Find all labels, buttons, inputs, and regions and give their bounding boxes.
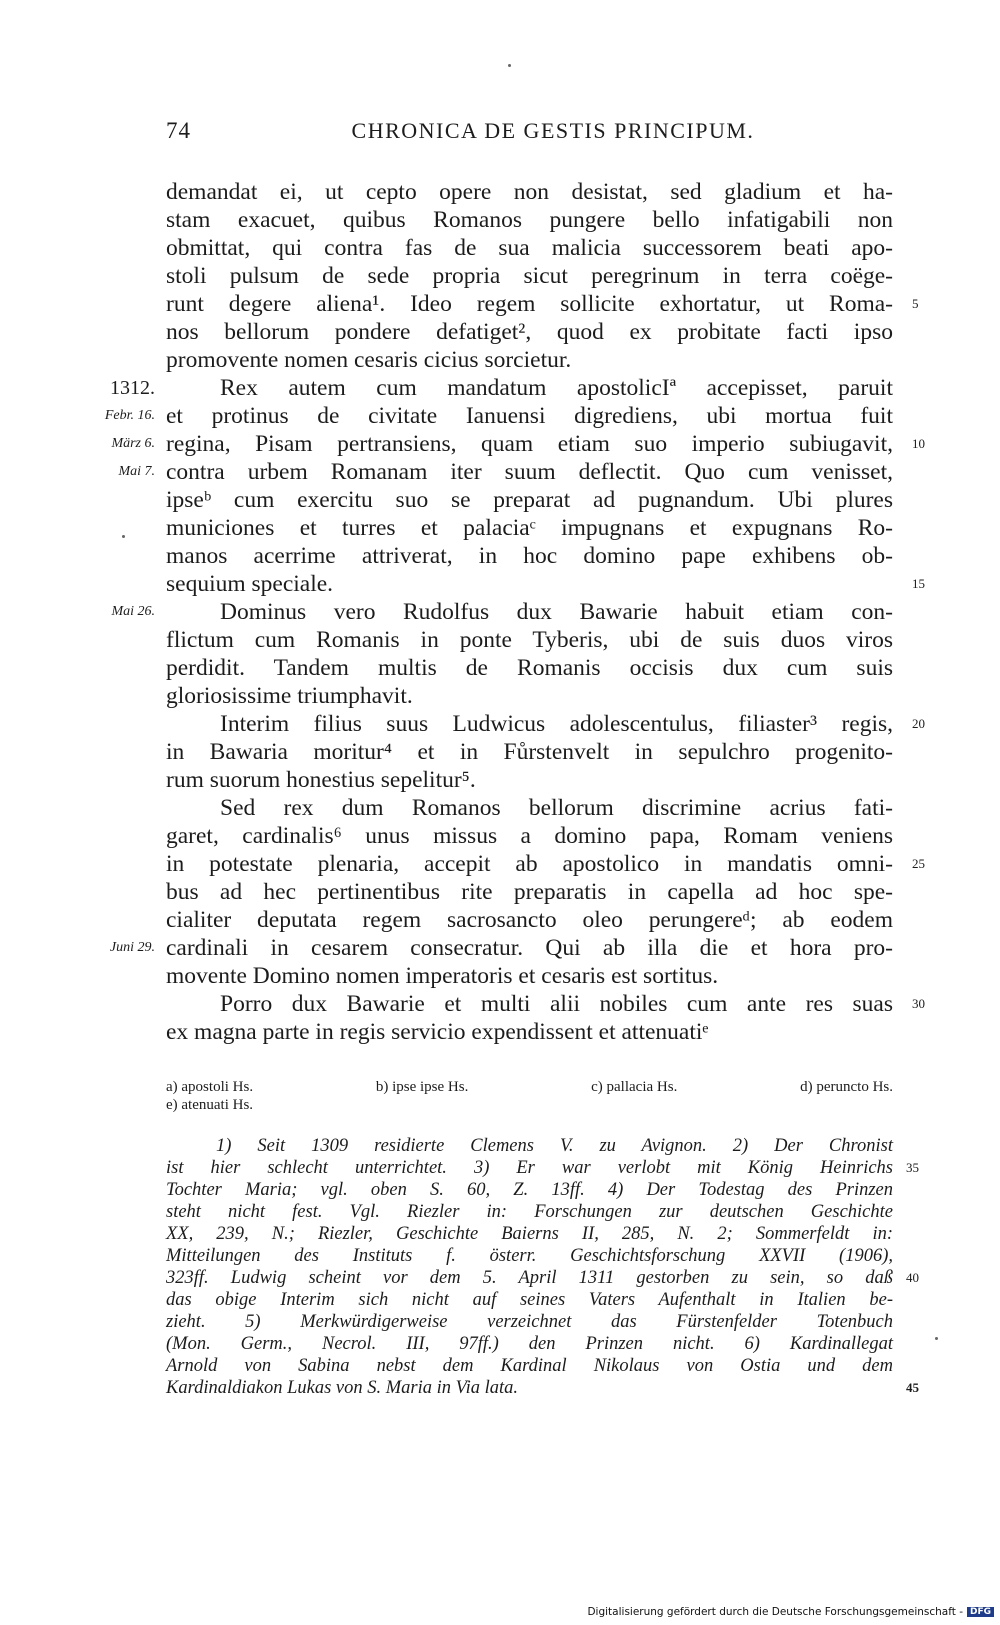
line-text: stam exacuet, quibus Romanos pungere bello infatigabili non: [166, 207, 893, 233]
line-text: et protinus de civitate Ianuensi digrediens, ubi mortua fuit: [166, 403, 893, 429]
margin-date: Mai 7.: [118, 464, 155, 479]
footnote-line: [0, 1267, 1000, 1289]
page-header: [166, 118, 900, 152]
text-line: [0, 486, 1000, 514]
scan-speck: [122, 535, 125, 538]
footnote-line: [0, 1311, 1000, 1333]
line-number: 5: [912, 296, 919, 311]
text-line: [0, 822, 1000, 850]
line-text: Sed rex dum Romanos bellorum discrimine acrius fati-: [220, 795, 893, 821]
line-text: rum suorum honestius sepelitur⁵.: [166, 767, 476, 793]
text-line: [0, 710, 1000, 738]
page-number: 74: [166, 118, 191, 143]
footnote-line: [0, 1135, 1000, 1157]
text-line: [0, 318, 1000, 346]
footnote-line: [0, 1223, 1000, 1245]
running-title: CHRONICA DE GESTIS PRINCIPUM.: [351, 118, 755, 143]
dfg-logo: DFG: [967, 1607, 994, 1617]
line-text: movente Domino nomen imperatoris et cesaris est sortitus.: [166, 963, 719, 989]
line-number: 15: [912, 576, 925, 591]
line-text: Porro dux Bawarie et multi alii nobiles cum ante res suas: [220, 991, 893, 1017]
footnote-text: (Mon. Germ., Necrol. III, 97ff.) den Prinzen nicht. 6) Kardinallegat: [166, 1334, 893, 1354]
text-line: [0, 402, 1000, 430]
line-text: sequium speciale.: [166, 571, 334, 597]
footnote-text: XX, 239, N.; Riezler, Geschichte Baierns II, 285, N. 2; Sommerfeldt in:: [166, 1224, 893, 1244]
text-line: [0, 626, 1000, 654]
line-text: contra urbem Romanam iter suum deflectit. Quo cum venisset,: [166, 459, 893, 485]
line-text: gloriosissime triumphavit.: [166, 683, 413, 709]
text-line: [0, 962, 1000, 990]
text-line: [0, 542, 1000, 570]
line-text: in potestate plenaria, accepit ab apostolico in mandatis omni-: [166, 851, 893, 877]
text-line: [0, 290, 1000, 318]
line-text: ipseᵇ cum exercitu suo se preparat ad pugnandum. Ubi plures: [166, 487, 893, 513]
text-line: [0, 990, 1000, 1018]
apparatus-note-e: e) atenuati Hs.: [166, 1097, 254, 1113]
text-line: [0, 262, 1000, 290]
footnote-line: [0, 1355, 1000, 1377]
margin-date: März 6.: [111, 436, 155, 451]
line-text: Dominus vero Rudolfus dux Bawarie habuit etiam con-: [220, 599, 893, 625]
apparatus-note-d: d) perunctо Hs.: [800, 1079, 893, 1095]
line-number: 10: [912, 436, 925, 451]
text-line: [0, 878, 1000, 906]
text-line: [0, 1018, 1000, 1046]
apparatus-row: [166, 1078, 893, 1096]
line-text: garet, cardinalis⁶ unus missus a domino papa, Romam veniens: [166, 823, 893, 849]
line-number: 35: [906, 1160, 919, 1175]
line-text: nos bellorum pondere defatiget², quod ex probitate facti ipso: [166, 319, 893, 345]
margin-date: 1312.: [110, 377, 155, 399]
margin-date: Mai 26.: [111, 604, 155, 619]
text-line: [0, 514, 1000, 542]
line-number: 40: [906, 1270, 919, 1285]
footnote-line: [0, 1245, 1000, 1267]
line-number: 20: [912, 716, 925, 731]
digitization-credit: [587, 1606, 994, 1618]
line-number: 25: [912, 856, 925, 871]
text-line: [0, 766, 1000, 794]
footnote-text: zieht. 5) Merkwürdigerweise verzeichnet das Fürstenfelder Totenbuch: [166, 1312, 893, 1332]
line-text: runt degere aliena¹. Ideo regem sollicite exhortatur, ut Roma-: [166, 291, 893, 317]
main-text: [0, 178, 1000, 1046]
footnote-text: Mitteilungen des Instituts f. österr. Geschichtsforschung XXVII (1906),: [166, 1246, 893, 1266]
text-line: [0, 906, 1000, 934]
apparatus-note-c: c) pallacia Hs.: [591, 1079, 678, 1095]
line-text: obmittat, qui contra fas de sua malicia successorem beati apo-: [166, 235, 893, 261]
text-line: [0, 570, 1000, 598]
text-line: [0, 654, 1000, 682]
footnote-line: [0, 1333, 1000, 1355]
text-line: [0, 178, 1000, 206]
text-line: [0, 374, 1000, 402]
line-text: Interim filius suus Ludwicus adolescentulus, filiaster³ regis,: [220, 711, 893, 737]
scan-speck: [935, 1337, 938, 1340]
footnote-line: [0, 1157, 1000, 1179]
line-text: promovente nomen cesaris cicius sorcietur.: [166, 347, 572, 373]
text-line: [0, 206, 1000, 234]
line-text: regina, Pisam pertransiens, quam etiam suo imperio subiugavit,: [166, 431, 893, 457]
line-text: in Bawaria moritur⁴ et in Fůrstenvelt in sepulchro progenito-: [166, 739, 893, 765]
footnote-text: 1) Seit 1309 residierte Clemens V. zu Avignon. 2) Der Chronist: [216, 1136, 893, 1156]
footnotes: [0, 1135, 1000, 1399]
line-text: cialiter deputata regem sacrosancto oleo perungereᵈ; ab eodem: [166, 907, 893, 933]
apparatus-note-b: b) ipse ipse Hs.: [375, 1079, 469, 1095]
line-text: perdidit. Tandem multis de Romanis occisis dux cum suis: [166, 655, 893, 681]
scan-speck: [508, 64, 511, 67]
text-line: [0, 934, 1000, 962]
margin-date: Febr. 16.: [104, 408, 155, 423]
footnote-text: Kardinaldiakon Lukas von S. Maria in Via lata.: [166, 1378, 519, 1398]
line-text: ex magna parte in regis servicio expendissent et attenuatiᵉ: [166, 1019, 709, 1045]
critical-apparatus: [166, 1078, 893, 1114]
margin-date: Juni 29.: [109, 940, 155, 955]
text-line: [0, 234, 1000, 262]
line-text: flictum cum Romanis in ponte Tyberis, ubi de suis duos viros: [166, 627, 893, 653]
line-number: 45: [906, 1380, 919, 1395]
text-line: [0, 458, 1000, 486]
line-text: manos acerrime attriverat, in hoc domino pape exhibens ob-: [166, 543, 893, 569]
line-number: 30: [912, 996, 925, 1011]
line-text: stoli pulsum de sede propria sicut peregrinum in terra coëge-: [166, 263, 893, 289]
text-line: [0, 794, 1000, 822]
footnote-text: Tochter Maria; vgl. oben S. 60, Z. 13ff. 4) Der Todestag des Prinzen: [166, 1180, 893, 1200]
text-line: [0, 430, 1000, 458]
text-line: [0, 850, 1000, 878]
footnote-line: [0, 1289, 1000, 1311]
line-text: demandat ei, ut cepto opere non desistat, sed gladium et ha-: [166, 179, 893, 205]
footnote-text: Arnold von Sabina nebst dem Kardinal Nikolaus von Ostia und dem: [166, 1356, 893, 1376]
footnote-text: ist hier schlecht unterrichtet. 3) Er war verlobt mit König Heinrichs: [166, 1158, 893, 1178]
text-line: [0, 682, 1000, 710]
line-text: Rex autem cum mandatum apostolicIª accepisset, paruit: [220, 375, 893, 401]
apparatus-note-a: a) apostoli Hs.: [166, 1079, 254, 1095]
credit-text: Digitalisierung gefördert durch die Deutsche Forschungsgemeinschaft -: [587, 1606, 963, 1618]
footnote-line: [0, 1201, 1000, 1223]
footnote-text: 323ff. Ludwig scheint vor dem 5. April 1311 gestorben zu sein, so daß: [166, 1268, 893, 1288]
text-line: [0, 738, 1000, 766]
footnote-line: [0, 1179, 1000, 1201]
line-text: cardinali in cesarem consecratur. Qui ab illa die et hora pro-: [166, 935, 893, 961]
line-text: bus ad hec pertinentibus rite preparatis in capella ad hoc spe-: [166, 879, 893, 905]
line-text: municiones et turres et palaciaᶜ impugnans et expugnans Ro-: [166, 515, 893, 541]
text-line: [0, 598, 1000, 626]
text-line: [0, 346, 1000, 374]
footnote-line: [0, 1377, 1000, 1399]
footnote-text: steht nicht fest. Vgl. Riezler in: Forschungen zur deutschen Geschichte: [166, 1202, 893, 1222]
footnote-text: das obige Interim sich nicht auf seines Vaters Aufenthalt in Italien be-: [166, 1290, 893, 1310]
